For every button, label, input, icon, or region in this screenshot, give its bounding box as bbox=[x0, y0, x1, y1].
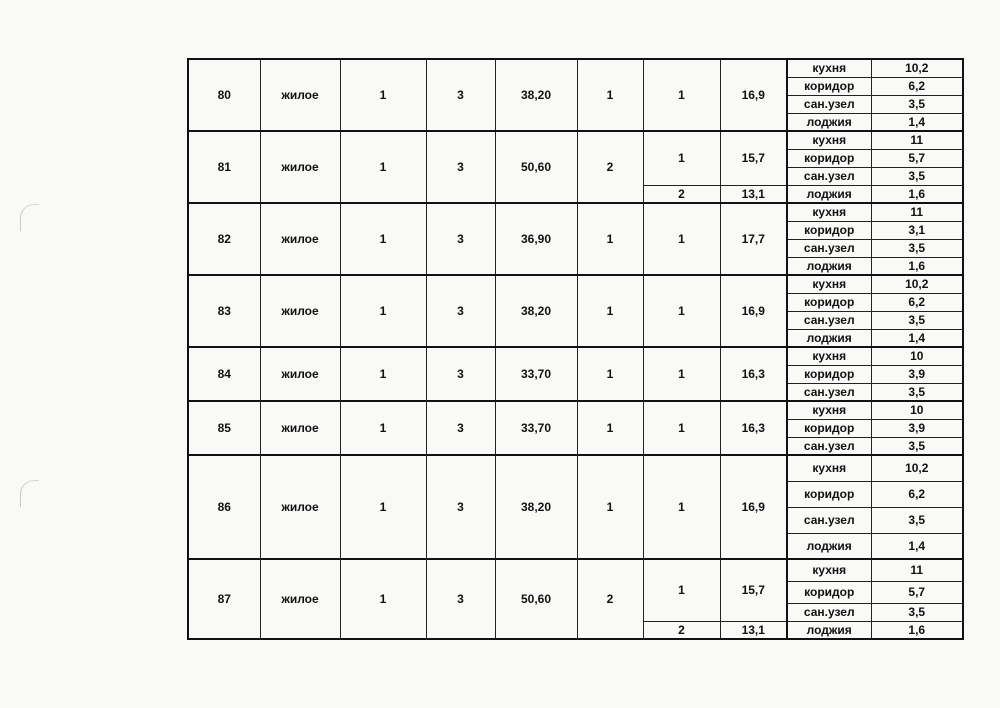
column-4-cell: 3 bbox=[426, 203, 495, 275]
living-room-number-cell: 1 bbox=[643, 401, 720, 455]
aux-room-area-cell: 11 bbox=[871, 131, 963, 149]
aux-room-area-cell: 3,5 bbox=[871, 437, 963, 455]
apartment-type-cell: жилое bbox=[260, 401, 340, 455]
column-4-cell: 3 bbox=[426, 401, 495, 455]
aux-room-area-cell: 3,5 bbox=[871, 383, 963, 401]
aux-room-area-cell: 3,1 bbox=[871, 221, 963, 239]
aux-room-name-cell: сан.узел bbox=[787, 311, 871, 329]
aux-room-name-cell: кухня bbox=[787, 203, 871, 221]
aux-room-area-cell: 10 bbox=[871, 401, 963, 419]
room-count-cell: 1 bbox=[577, 59, 643, 131]
aux-room-name-cell: кухня bbox=[787, 455, 871, 481]
room-count-cell: 1 bbox=[577, 455, 643, 559]
aux-room-area-cell: 10 bbox=[871, 347, 963, 365]
living-room-area-cell: 13,1 bbox=[720, 185, 787, 203]
living-room-area-cell: 16,3 bbox=[720, 401, 787, 455]
living-room-number-cell: 1 bbox=[643, 275, 720, 347]
column-3-cell: 1 bbox=[340, 203, 426, 275]
column-3-cell: 1 bbox=[340, 131, 426, 203]
living-room-area-cell: 15,7 bbox=[720, 131, 787, 185]
living-room-area-cell: 16,9 bbox=[720, 59, 787, 131]
aux-room-area-cell: 11 bbox=[871, 559, 963, 581]
punch-hole-mark-bottom bbox=[20, 480, 39, 507]
aux-room-name-cell: коридор bbox=[787, 77, 871, 95]
aux-room-area-cell: 3,5 bbox=[871, 603, 963, 621]
total-area-cell: 38,20 bbox=[495, 275, 577, 347]
aux-room-name-cell: лоджия bbox=[787, 113, 871, 131]
aux-room-area-cell: 10,2 bbox=[871, 455, 963, 481]
aux-room-name-cell: коридор bbox=[787, 581, 871, 603]
aux-room-name-cell: коридор bbox=[787, 481, 871, 507]
table-row bbox=[188, 131, 963, 149]
aux-room-area-cell: 10,2 bbox=[871, 275, 963, 293]
living-room-number-cell: 1 bbox=[643, 347, 720, 401]
aux-room-area-cell: 5,7 bbox=[871, 581, 963, 603]
table-row bbox=[188, 455, 963, 481]
total-area-cell: 36,90 bbox=[495, 203, 577, 275]
aux-room-area-cell: 10,2 bbox=[871, 59, 963, 77]
aux-room-area-cell: 6,2 bbox=[871, 481, 963, 507]
room-count-cell: 1 bbox=[577, 203, 643, 275]
table-row bbox=[188, 203, 963, 221]
living-room-number-cell: 2 bbox=[643, 621, 720, 639]
room-count-cell: 1 bbox=[577, 275, 643, 347]
apartment-number-cell: 80 bbox=[188, 59, 260, 131]
living-room-number-cell: 1 bbox=[643, 455, 720, 559]
aux-room-name-cell: сан.узел bbox=[787, 437, 871, 455]
aux-room-name-cell: кухня bbox=[787, 559, 871, 581]
living-room-number-cell: 1 bbox=[643, 559, 720, 621]
living-room-area-cell: 17,7 bbox=[720, 203, 787, 275]
aux-room-name-cell: лоджия bbox=[787, 533, 871, 559]
aux-room-name-cell: кухня bbox=[787, 347, 871, 365]
apartment-type-cell: жилое bbox=[260, 275, 340, 347]
aux-room-name-cell: кухня bbox=[787, 59, 871, 77]
aux-room-area-cell: 1,6 bbox=[871, 621, 963, 639]
aux-room-name-cell: лоджия bbox=[787, 621, 871, 639]
apartment-number-cell: 84 bbox=[188, 347, 260, 401]
table-row bbox=[188, 347, 963, 365]
aux-room-name-cell: коридор bbox=[787, 293, 871, 311]
aux-room-area-cell: 11 bbox=[871, 203, 963, 221]
aux-room-area-cell: 1,6 bbox=[871, 257, 963, 275]
living-room-number-cell: 2 bbox=[643, 185, 720, 203]
column-4-cell: 3 bbox=[426, 559, 495, 639]
room-count-cell: 2 bbox=[577, 131, 643, 203]
aux-room-name-cell: сан.узел bbox=[787, 603, 871, 621]
aux-room-area-cell: 3,5 bbox=[871, 311, 963, 329]
apartment-number-cell: 81 bbox=[188, 131, 260, 203]
room-count-cell: 1 bbox=[577, 347, 643, 401]
aux-room-area-cell: 3,5 bbox=[871, 507, 963, 533]
aux-room-area-cell: 1,4 bbox=[871, 533, 963, 559]
column-4-cell: 3 bbox=[426, 275, 495, 347]
room-count-cell: 2 bbox=[577, 559, 643, 639]
total-area-cell: 33,70 bbox=[495, 347, 577, 401]
living-room-area-cell: 16,9 bbox=[720, 275, 787, 347]
column-3-cell: 1 bbox=[340, 455, 426, 559]
aux-room-name-cell: сан.узел bbox=[787, 95, 871, 113]
aux-room-name-cell: лоджия bbox=[787, 329, 871, 347]
table-row bbox=[188, 275, 963, 293]
aux-room-name-cell: коридор bbox=[787, 365, 871, 383]
column-3-cell: 1 bbox=[340, 401, 426, 455]
total-area-cell: 38,20 bbox=[495, 455, 577, 559]
table-row bbox=[188, 401, 963, 419]
column-3-cell: 1 bbox=[340, 347, 426, 401]
aux-room-name-cell: сан.узел bbox=[787, 507, 871, 533]
apartment-number-cell: 86 bbox=[188, 455, 260, 559]
apartment-table bbox=[187, 58, 964, 640]
apartment-number-cell: 82 bbox=[188, 203, 260, 275]
aux-room-name-cell: сан.узел bbox=[787, 239, 871, 257]
aux-room-area-cell: 5,7 bbox=[871, 149, 963, 167]
aux-room-name-cell: кухня bbox=[787, 401, 871, 419]
column-4-cell: 3 bbox=[426, 59, 495, 131]
aux-room-area-cell: 1,4 bbox=[871, 113, 963, 131]
living-room-number-cell: 1 bbox=[643, 59, 720, 131]
aux-room-area-cell: 6,2 bbox=[871, 293, 963, 311]
aux-room-name-cell: коридор bbox=[787, 419, 871, 437]
aux-room-area-cell: 1,6 bbox=[871, 185, 963, 203]
aux-room-name-cell: сан.узел bbox=[787, 383, 871, 401]
apartment-number-cell: 83 bbox=[188, 275, 260, 347]
aux-room-name-cell: сан.узел bbox=[787, 167, 871, 185]
column-3-cell: 1 bbox=[340, 275, 426, 347]
column-3-cell: 1 bbox=[340, 559, 426, 639]
aux-room-name-cell: коридор bbox=[787, 221, 871, 239]
column-4-cell: 3 bbox=[426, 347, 495, 401]
punch-hole-mark-top bbox=[20, 204, 39, 231]
total-area-cell: 50,60 bbox=[495, 559, 577, 639]
apartment-table-body bbox=[188, 59, 963, 639]
column-4-cell: 3 bbox=[426, 131, 495, 203]
living-room-area-cell: 15,7 bbox=[720, 559, 787, 621]
living-room-number-cell: 1 bbox=[643, 203, 720, 275]
apartment-type-cell: жилое bbox=[260, 59, 340, 131]
total-area-cell: 38,20 bbox=[495, 59, 577, 131]
total-area-cell: 33,70 bbox=[495, 401, 577, 455]
living-room-area-cell: 13,1 bbox=[720, 621, 787, 639]
table-row bbox=[188, 59, 963, 77]
living-room-area-cell: 16,3 bbox=[720, 347, 787, 401]
apartment-type-cell: жилое bbox=[260, 347, 340, 401]
aux-room-area-cell: 3,5 bbox=[871, 239, 963, 257]
aux-room-area-cell: 1,4 bbox=[871, 329, 963, 347]
aux-room-name-cell: кухня bbox=[787, 275, 871, 293]
living-room-area-cell: 16,9 bbox=[720, 455, 787, 559]
living-room-number-cell: 1 bbox=[643, 131, 720, 185]
aux-room-area-cell: 3,9 bbox=[871, 419, 963, 437]
aux-room-area-cell: 3,5 bbox=[871, 95, 963, 113]
table-row bbox=[188, 559, 963, 581]
column-4-cell: 3 bbox=[426, 455, 495, 559]
aux-room-name-cell: лоджия bbox=[787, 257, 871, 275]
column-3-cell: 1 bbox=[340, 59, 426, 131]
room-count-cell: 1 bbox=[577, 401, 643, 455]
apartment-number-cell: 87 bbox=[188, 559, 260, 639]
apartment-type-cell: жилое bbox=[260, 559, 340, 639]
apartment-type-cell: жилое bbox=[260, 131, 340, 203]
total-area-cell: 50,60 bbox=[495, 131, 577, 203]
aux-room-name-cell: коридор bbox=[787, 149, 871, 167]
aux-room-name-cell: лоджия bbox=[787, 185, 871, 203]
apartment-type-cell: жилое bbox=[260, 203, 340, 275]
aux-room-area-cell: 6,2 bbox=[871, 77, 963, 95]
aux-room-name-cell: кухня bbox=[787, 131, 871, 149]
aux-room-area-cell: 3,9 bbox=[871, 365, 963, 383]
apartment-number-cell: 85 bbox=[188, 401, 260, 455]
aux-room-area-cell: 3,5 bbox=[871, 167, 963, 185]
apartment-type-cell: жилое bbox=[260, 455, 340, 559]
